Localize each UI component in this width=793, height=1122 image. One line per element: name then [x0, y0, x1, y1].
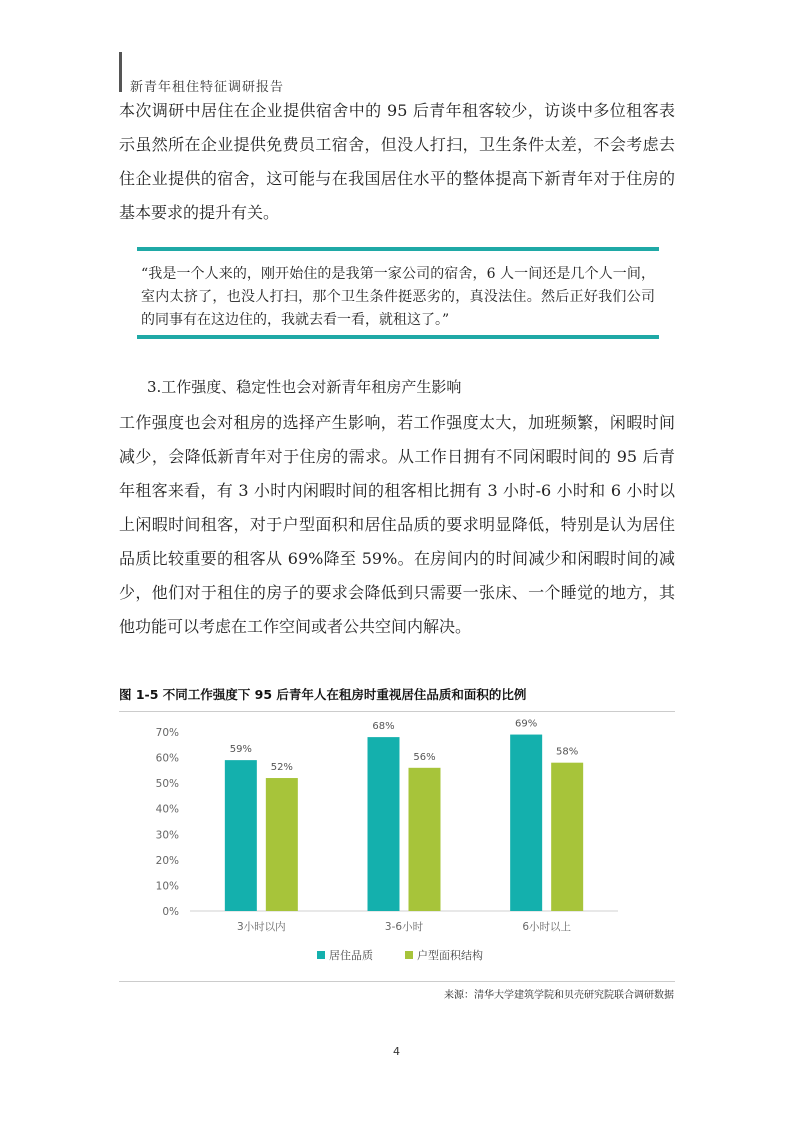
data-label: 59%	[229, 744, 252, 756]
paragraph-work-intensity: 工作强度也会对租房的选择产生影响，若工作强度太大，加班频繁，闲暇时间减少，会降低新青年对于住房的需求。从工作日拥有不同闲暇时间的 95 后青年租客来看，有 3 小时内闲暇时间的租客相比拥有 3 小时-6 小时和 6 小时以上闲暇时间租客，对于户型面积和居住品质的要求明显降低，特别是认为居住品质比较重要的租客从 69%降至 59%。在房间内的时间减少和闲暇时间的减少，他们对于租住的房子的要求会降低到只需要一张床、一个睡觉的地方，其他功能可以考虑在工作空间或者公共空间内解决。	[119, 413, 675, 636]
legend-swatch	[405, 951, 413, 959]
bar-area	[266, 778, 298, 911]
legend-swatch	[317, 951, 325, 959]
section-heading: 3.工作强度、稳定性也会对新青年租房产生影响	[147, 378, 462, 396]
bar-area	[409, 768, 441, 911]
y-tick-label: 20%	[155, 854, 179, 867]
x-tick-label: 3-6小时	[384, 921, 424, 933]
y-tick-label: 0%	[162, 906, 179, 918]
data-label: 52%	[270, 762, 293, 774]
running-header: 新青年租住特征调研报告	[130, 80, 285, 95]
y-tick-label: 50%	[155, 778, 179, 791]
data-label: 56%	[413, 751, 436, 763]
bar-quality	[510, 735, 542, 911]
data-label: 69%	[515, 718, 538, 730]
figure-bottom-rule	[119, 981, 675, 982]
data-label: 58%	[556, 746, 579, 758]
figure-title: 图 1-5 不同工作强度下 95 后青年人在租房时重视居住品质和面积的比例	[119, 687, 527, 702]
bar-quality	[368, 737, 400, 911]
y-tick-label: 70%	[155, 727, 179, 739]
x-tick-label: 3小时以内	[236, 921, 286, 933]
y-tick-label: 60%	[155, 752, 179, 765]
y-tick-label: 30%	[155, 829, 179, 842]
x-tick-label: 6小时以上	[522, 921, 572, 933]
y-tick-label: 40%	[155, 803, 179, 816]
figure-source: 来源：清华大学建筑学院和贝壳研究院联合调研数据	[444, 990, 674, 1001]
legend-label: 居住品质	[329, 949, 373, 962]
data-label: 68%	[372, 721, 395, 733]
page-number: 4	[393, 1045, 400, 1058]
paragraph-dormitory: 本次调研中居住在企业提供宿舍中的 95 后青年租客较少，访谈中多位租客表示虽然所在企业提供免费员工宿舍，但没人打扫，卫生条件太差，不会考虑去住企业提供的宿舍，这可能与在我国居住水平的整体提高下新青年对于住房的基本要求的提升有关。	[119, 101, 675, 222]
y-tick-label: 10%	[155, 880, 179, 893]
legend-label: 户型面积结构	[417, 949, 483, 962]
interview-quote: “我是一个人来的，刚开始住的是我第一家公司的宿舍，6 人一间还是几个人一间，室内太挤了，也没人打扫，那个卫生条件挺恶劣的，真没法住。然后正好我们公司的同事有在这边住的，我就去看一看，就租这了。”	[141, 266, 655, 328]
bar-area	[551, 763, 583, 911]
bar-quality	[225, 760, 257, 911]
